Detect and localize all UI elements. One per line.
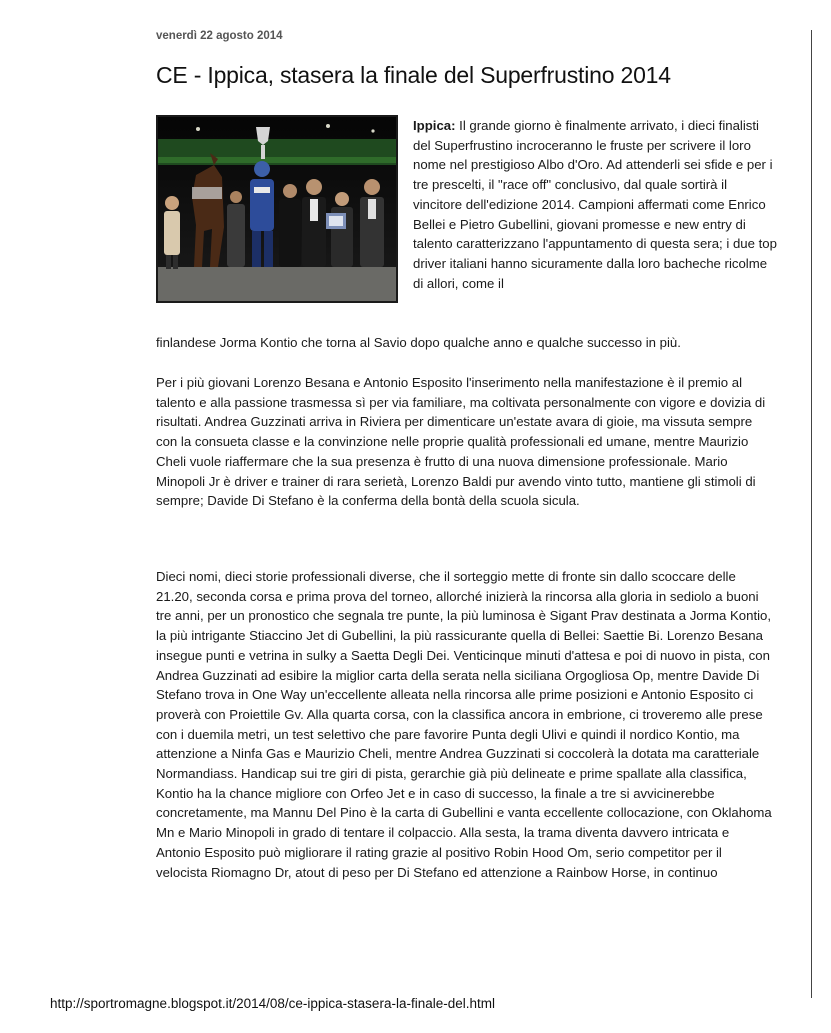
- lead-text: Il grande giorno è finalmente arrivato, i dieci finalisti del Superfrustino incroceranno le fruste per scrivere il loro nome nel prestigioso Albo d'Oro. Ad attenderli sei sfide e per i tre prescelti, il "race off" conclusivo, dal quale sortirà il vincitore dell'edizione 2014. Campioni affermati come Enrico Bellei e Pietro Gubellini, giovani promesse e new entry di talento caratterizzano l'appuntamento di questa sera; i due top driver italiani hanno sicuramente dalla loro bacheche ricolme di allori, come il: [413, 118, 777, 291]
- lead-label: Ippica:: [413, 118, 456, 133]
- footer-source-url: http://sportromagne.blogspot.it/2014/08/ce-ippica-stasera-la-finale-del.html: [50, 996, 495, 1011]
- post-title: CE - Ippica, stasera la finale del Superfrustino 2014: [156, 62, 671, 88]
- body-paragraph-2: Dieci nomi, dieci storie professionali diverse, che il sorteggio mette di fronte sin dallo scoccare delle 21.20, seconda corsa e prima prova del torneo, allorché inizierà la rincorsa alla gloria in sediolo a buoni tre anni, per un pronostico che segnala tre punte, la più luminosa è Sigant Prav destinata a Jorma Kontio, la più intrigante Stiaccino Jet di Gubellini, la più rassicurante quella di Bellei: Saettie Bi. Lorenzo Besana insegue punti e vetrina in sulky a Saetta Degli Dei. Venticinque minuti d'attesa e poi di nuovo in pista, con Andrea Guzzinati ad esibire la miglior carta della serata nella siciliana Orgogliosa Op, mentre Davide Di Stefano trova in One Way un'eccellente alleata nella rincorsa alle prime posizioni e Antonio Esposito ci proverà con Proiettile Gv. Alla quarta corsa, con la classifica ancora in embrione, ci troveremo alle prese con i duemila metri, un test selettivo che pare favorire Punta degli Ulivi e quindi il nordico Kontio, ma attenzione a Ninfa Gas e Maurizio Cheli, mentre Andrea Guzzinati si coccolerà la dotata ma caratteriale Normandiass. Handicap sui tre giri di pista, gerarchie già più delineate e prime spallate alla classifica, Kontio ha la chance migliore con Orfeo Jet e in caso di successo, la finale a tre si avvicinerebbe concretamente, ma Mannu Del Pino è la carta di Gubellini e vanta eccellente collocazione, con Oklahoma Mn e Mario Minopoli in grado di tentare il colpaccio. Alla sesta, la trama diventa davvero intricata e Antonio Esposito può migliorare il rating grazie al positivo Robin Hood Om, serio competitor per il velocista Riomagno Dr, atout di peso per Di Stefano ed attenzione a Rainbow Horse, in continuo: [156, 569, 772, 880]
- post-date: venerdì 22 agosto 2014: [156, 30, 283, 42]
- body-paragraph-1: Per i più giovani Lorenzo Besana e Antonio Esposito l'inserimento nella manifestazione è il premio al talento e alla passione trasmessa sì per via familiare, ma coltivata personalmente con vigore e dovizia di risultati. Andrea Guzzinati arriva in Riviera per dimenticare un'estate avara di gioie, ma vissuta sempre con la consueta classe e la convinzione nelle proprie qualità professionali ed umane, mentre Maurizio Cheli vuole riaffermare che la sua presenza è frutto di una nuova dimensione professionale. Mario Minopoli Jr è driver e trainer di rara serietà, Lorenzo Baldi pur avendo vinto tutto, mantiene gli stimoli di sempre; Davide Di Stefano è la conferma della bontà della scuola sicula.: [156, 375, 766, 509]
- photo-horse-racing-award-icon: [158, 117, 396, 301]
- page-edge-rule: [811, 30, 812, 998]
- article-photo: [156, 115, 398, 303]
- lead-paragraph: [413, 116, 778, 293]
- lead-continuation: finlandese Jorma Kontio che torna al Savio dopo qualche anno e qualche successo in più.: [156, 335, 681, 350]
